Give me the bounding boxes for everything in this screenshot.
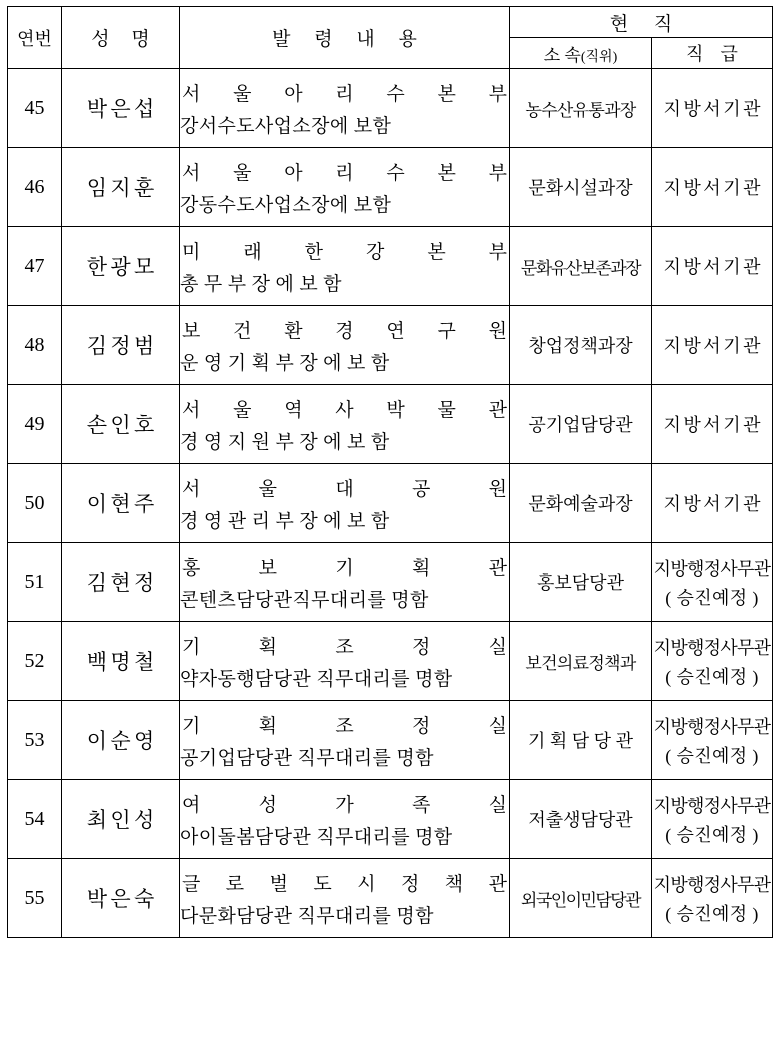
rank-note: ( 승진예정 ) — [665, 666, 759, 687]
cell-sequence: 52 — [8, 622, 62, 701]
cell-current-department: 공기업담당관 — [510, 385, 652, 464]
cell-sequence: 51 — [8, 543, 62, 622]
cell-sequence: 46 — [8, 148, 62, 227]
table-row — [8, 69, 773, 148]
order-char: 수 — [386, 162, 405, 184]
personnel-order-table — [7, 6, 773, 938]
order-char: 기 — [182, 715, 201, 737]
order-char: 부 — [488, 83, 507, 105]
order-char: 조 — [335, 715, 354, 737]
cell-name: 백명철 — [62, 622, 180, 701]
order-line-2: 약자동행담당관 직무대리를 명함 — [180, 668, 453, 690]
cell-sequence: 48 — [8, 306, 62, 385]
cell-sequence: 55 — [8, 859, 62, 938]
cell-sequence: 49 — [8, 385, 62, 464]
order-line-1 — [180, 395, 509, 422]
order-char: 울 — [233, 83, 252, 105]
order-char: 울 — [233, 399, 252, 421]
cell-current-rank — [652, 227, 773, 306]
order-char: 정 — [411, 715, 431, 737]
order-char: 부 — [488, 241, 507, 263]
rank-primary: 지방서기관 — [663, 336, 764, 356]
order-char: 래 — [243, 241, 262, 263]
cell-name: 박은섭 — [62, 69, 180, 148]
cell-current-department: 기 획 담 당 관 — [510, 701, 652, 780]
rank-primary: 지방행정사무관 — [653, 874, 771, 895]
rank-note: ( 승진예정 ) — [665, 587, 759, 608]
order-line-2: 강동수도사업소장에 보함 — [180, 194, 392, 216]
column-header-name: 성 명 — [62, 7, 180, 69]
order-char: 글 — [182, 873, 201, 895]
rank-primary: 지방행정사무관 — [653, 558, 771, 579]
order-line-1 — [180, 711, 509, 738]
column-header-department — [510, 38, 652, 69]
table-row — [8, 859, 773, 938]
column-header-rank: 직 급 — [652, 38, 773, 69]
table-header — [8, 7, 773, 69]
order-char: 부 — [488, 162, 507, 184]
order-line-1 — [180, 79, 509, 106]
order-char: 원 — [488, 478, 507, 500]
cell-order-content — [180, 701, 510, 780]
cell-sequence: 50 — [8, 464, 62, 543]
cell-order-content — [180, 306, 510, 385]
order-char: 성 — [258, 794, 278, 816]
order-char: 연 — [386, 320, 405, 342]
order-char: 박 — [386, 399, 405, 421]
cell-current-rank — [652, 780, 773, 859]
rank-primary: 지방행정사무관 — [653, 795, 771, 816]
order-char: 환 — [284, 320, 303, 342]
cell-name: 이현주 — [62, 464, 180, 543]
cell-order-content — [180, 543, 510, 622]
order-char: 물 — [437, 399, 456, 421]
cell-sequence: 54 — [8, 780, 62, 859]
order-line-1 — [180, 553, 509, 580]
order-char: 리 — [335, 83, 354, 105]
cell-name: 김현정 — [62, 543, 180, 622]
column-header-department-note: (직위) — [580, 49, 618, 65]
cell-current-rank — [652, 859, 773, 938]
order-char: 건 — [233, 320, 252, 342]
cell-current-rank — [652, 69, 773, 148]
order-char: 정 — [411, 636, 431, 658]
order-char: 서 — [182, 162, 201, 184]
order-char: 획 — [411, 557, 431, 579]
cell-current-department: 홍보담당관 — [510, 543, 652, 622]
order-line-1 — [180, 474, 509, 501]
cell-current-rank — [652, 306, 773, 385]
order-line-2: 콘텐츠담당관직무대리를 명함 — [180, 589, 429, 611]
order-char: 보 — [182, 320, 201, 342]
order-char: 조 — [335, 636, 354, 658]
cell-current-rank — [652, 622, 773, 701]
order-char: 경 — [335, 320, 354, 342]
cell-sequence: 47 — [8, 227, 62, 306]
cell-order-content — [180, 148, 510, 227]
rank-primary: 지방서기관 — [663, 99, 764, 119]
order-char: 서 — [182, 478, 201, 500]
order-char: 실 — [488, 794, 507, 816]
rank-primary: 지방서기관 — [663, 415, 764, 435]
order-line-1 — [180, 632, 509, 659]
order-char: 대 — [335, 478, 354, 500]
order-line-1 — [180, 316, 509, 343]
cell-name: 이순영 — [62, 701, 180, 780]
cell-order-content — [180, 464, 510, 543]
cell-current-department: 문화유산보존과장 — [510, 227, 652, 306]
rank-primary: 지방서기관 — [663, 178, 764, 198]
order-line-2: 운 영 기 획 부 장 에 보 함 — [180, 352, 390, 374]
rank-primary: 지방행정사무관 — [653, 716, 771, 737]
order-char: 시 — [357, 873, 376, 895]
order-char: 강 — [365, 241, 385, 263]
order-char: 기 — [335, 557, 354, 579]
cell-name: 한광모 — [62, 227, 180, 306]
order-char: 관 — [488, 399, 507, 421]
cell-current-rank — [652, 701, 773, 780]
order-char: 획 — [258, 636, 278, 658]
table-row — [8, 385, 773, 464]
cell-order-content — [180, 859, 510, 938]
column-header-seq: 연번 — [8, 7, 62, 69]
order-line-1 — [180, 790, 509, 817]
order-char: 보 — [258, 557, 278, 579]
order-line-1 — [180, 237, 509, 264]
order-char: 수 — [386, 83, 405, 105]
order-char: 실 — [488, 636, 507, 658]
column-header-department-label: 소 속 — [543, 45, 581, 65]
table-row — [8, 306, 773, 385]
order-char: 실 — [488, 715, 507, 737]
table-row — [8, 148, 773, 227]
rank-primary: 지방서기관 — [663, 257, 764, 277]
table-row — [8, 780, 773, 859]
cell-current-department: 농수산유통과장 — [510, 69, 652, 148]
order-char: 홍 — [182, 557, 201, 579]
order-char: 서 — [182, 83, 201, 105]
cell-sequence: 53 — [8, 701, 62, 780]
cell-current-rank — [652, 148, 773, 227]
order-char: 책 — [444, 873, 464, 895]
table-row — [8, 543, 773, 622]
order-line-1 — [180, 158, 509, 185]
order-char: 구 — [437, 320, 456, 342]
cell-order-content — [180, 227, 510, 306]
cell-name: 최인성 — [62, 780, 180, 859]
order-char: 벌 — [269, 873, 288, 895]
table-row — [8, 464, 773, 543]
rank-note: ( 승진예정 ) — [665, 745, 759, 766]
order-char: 울 — [233, 162, 252, 184]
column-header-current-position: 현 직 — [510, 7, 773, 38]
order-char: 기 — [182, 636, 201, 658]
order-char: 아 — [284, 83, 303, 105]
order-char: 아 — [284, 162, 303, 184]
order-line-2: 강서수도사업소장에 보함 — [180, 115, 392, 137]
cell-current-department: 문화시설과장 — [510, 148, 652, 227]
table-body — [8, 69, 773, 938]
order-char: 획 — [258, 715, 278, 737]
order-line-2: 아이돌봄담당관 직무대리를 명함 — [180, 826, 453, 848]
cell-name: 박은숙 — [62, 859, 180, 938]
cell-current-department: 창업정책과장 — [510, 306, 652, 385]
order-char: 본 — [437, 162, 456, 184]
cell-current-rank — [652, 464, 773, 543]
order-char: 서 — [182, 399, 201, 421]
order-line-2: 경 영 지 원 부 장 에 보 함 — [180, 431, 390, 453]
order-line-1 — [180, 869, 509, 896]
order-char: 정 — [400, 873, 420, 895]
rank-primary: 지방행정사무관 — [653, 637, 771, 658]
order-line-2: 경 영 관 리 부 장 에 보 함 — [180, 510, 390, 532]
order-char: 로 — [225, 873, 245, 895]
cell-order-content — [180, 622, 510, 701]
order-char: 본 — [437, 83, 456, 105]
order-char: 한 — [304, 241, 324, 263]
cell-current-department: 보건의료정책과 — [510, 622, 652, 701]
order-char: 사 — [335, 399, 354, 421]
column-header-order: 발 령 내 용 — [180, 7, 510, 69]
order-char: 가 — [335, 794, 354, 816]
rank-note: ( 승진예정 ) — [665, 903, 759, 924]
cell-order-content — [180, 69, 510, 148]
rank-primary: 지방서기관 — [663, 494, 764, 514]
order-line-2: 공기업담당관 직무대리를 명함 — [180, 747, 434, 769]
order-char: 도 — [313, 873, 332, 895]
order-char: 족 — [411, 794, 431, 816]
order-char: 울 — [258, 478, 278, 500]
order-line-2: 총 무 부 장 에 보 함 — [180, 273, 342, 295]
rank-note: ( 승진예정 ) — [665, 824, 759, 845]
table-row — [8, 227, 773, 306]
cell-current-rank — [652, 385, 773, 464]
cell-order-content — [180, 385, 510, 464]
cell-name: 임지훈 — [62, 148, 180, 227]
table-row — [8, 622, 773, 701]
order-char: 원 — [488, 320, 507, 342]
cell-current-rank — [652, 543, 773, 622]
order-char: 본 — [427, 241, 446, 263]
cell-name: 손인호 — [62, 385, 180, 464]
order-char: 여 — [182, 794, 201, 816]
cell-current-department: 외국인이민담당관 — [510, 859, 652, 938]
order-char: 역 — [284, 399, 303, 421]
cell-current-department: 문화예술과장 — [510, 464, 652, 543]
order-line-2: 다문화담당관 직무대리를 명함 — [180, 905, 434, 927]
cell-name: 김정범 — [62, 306, 180, 385]
order-char: 미 — [182, 241, 201, 263]
order-char: 관 — [488, 557, 507, 579]
order-char: 리 — [335, 162, 354, 184]
cell-sequence: 45 — [8, 69, 62, 148]
cell-order-content — [180, 780, 510, 859]
order-char: 공 — [411, 478, 431, 500]
cell-current-department: 저출생담당관 — [510, 780, 652, 859]
table-row — [8, 701, 773, 780]
order-char: 관 — [488, 873, 507, 895]
